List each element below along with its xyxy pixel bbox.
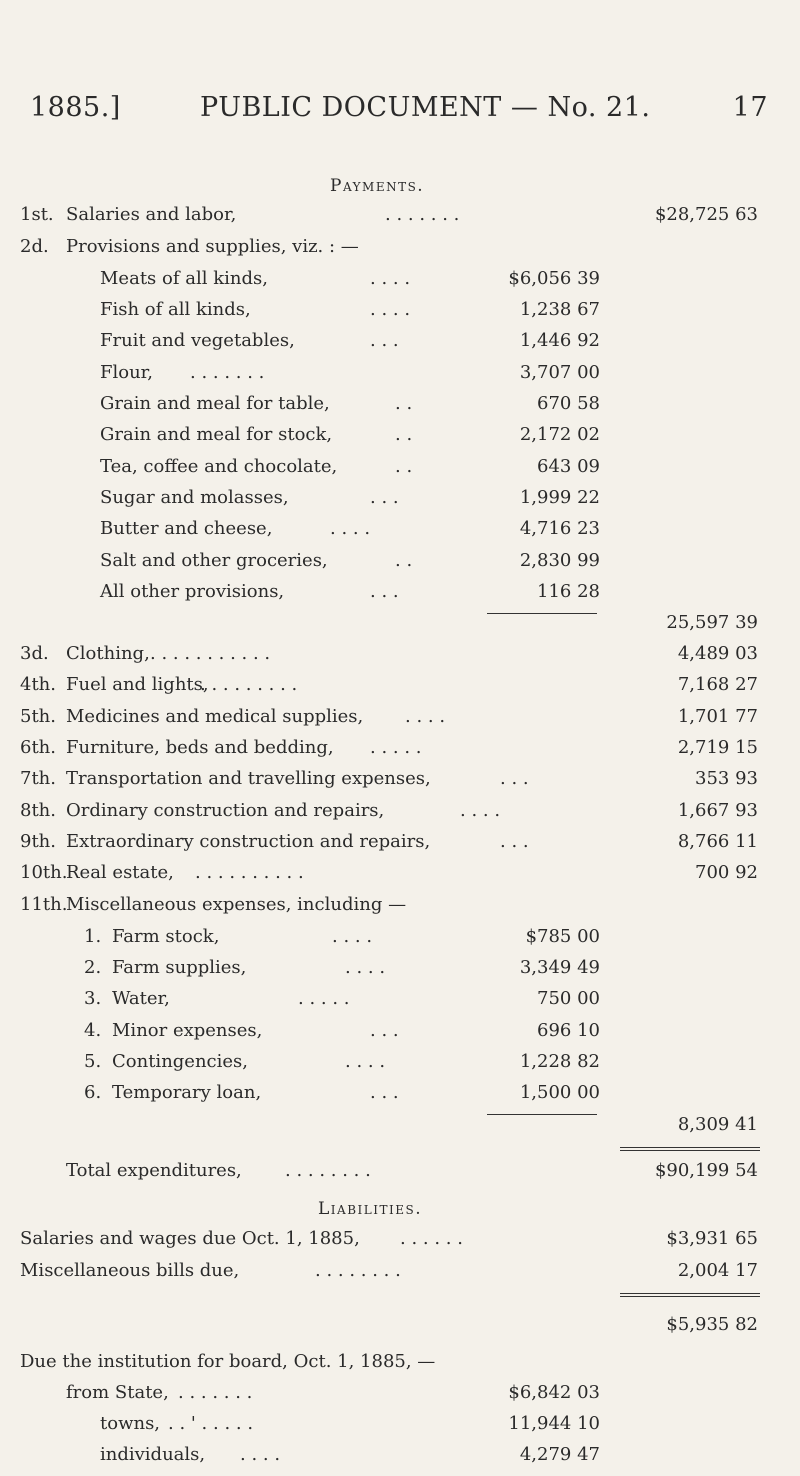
provisions-subtotal-rule <box>487 613 597 614</box>
total-rule-top-2 <box>620 1150 760 1151</box>
asset-amount: $6,842 03 <box>508 1382 600 1403</box>
provision-dots: . . . . <box>370 268 411 289</box>
provision-label: Sugar and molasses, <box>100 487 289 508</box>
misc-dots: . . . . <box>345 957 386 978</box>
category-num: 9th. <box>20 831 56 852</box>
category-total: 8,766 11 <box>677 831 758 852</box>
category-label: Miscellaneous expenses, including — <box>66 894 407 915</box>
liabilities-rule-2 <box>620 1296 760 1297</box>
misc-dots: . . . <box>370 1020 399 1041</box>
provision-amount: 1,238 67 <box>519 299 600 320</box>
liabilities-title: Liabilities. <box>318 1199 423 1219</box>
provision-dots: . . <box>395 393 413 414</box>
misc-label: Contingencies, <box>112 1051 249 1072</box>
asset-label: towns, <box>100 1413 161 1434</box>
provision-amount: 643 09 <box>537 456 600 477</box>
category-total: 2,719 15 <box>677 737 758 758</box>
treasurer-label <box>20 1462 38 1463</box>
category-label: Furniture, beds and bedding, <box>66 737 334 758</box>
provision-dots: . . . <box>370 330 399 351</box>
row-1-total: $28,725 63 <box>654 204 758 225</box>
misc-num: 6. <box>84 1082 102 1103</box>
category-dots: . . . <box>500 768 529 789</box>
category-label: Medicines and medical supplies, <box>66 706 364 727</box>
treasurer-amount <box>400 1462 404 1463</box>
total-expenditures-label: Total expenditures, <box>66 1160 242 1181</box>
asset-label <box>100 1460 104 1461</box>
misc-amount: 1,500 00 <box>519 1082 600 1103</box>
category-dots: . . . . . . . . . <box>200 674 298 695</box>
row-1-num: 1st. <box>20 204 54 225</box>
category-num: 8th. <box>20 800 56 821</box>
provision-dots: . . <box>395 550 413 571</box>
category-label: Transportation and travelling expenses, <box>66 768 431 789</box>
asset-amount: 4,279 47 <box>519 1444 600 1465</box>
asset-amount <box>300 1460 304 1461</box>
category-label: Extraordinary construction and repairs, <box>66 831 431 852</box>
provision-label: Fruit and vegetables, <box>100 330 295 351</box>
misc-num: 1. <box>84 926 102 947</box>
provisions-total: 25,597 39 <box>666 612 758 633</box>
page-number: 17 <box>732 92 768 123</box>
misc-label: Temporary loan, <box>112 1082 262 1103</box>
row-2-label: Provisions and supplies, viz. : — <box>66 236 359 257</box>
misc-label: Farm supplies, <box>112 957 247 978</box>
provision-amount: 1,999 22 <box>519 487 600 508</box>
header-title: PUBLIC DOCUMENT — No. 21. <box>200 92 651 123</box>
misc-amount: $785 00 <box>525 926 600 947</box>
category-num: 6th. <box>20 737 56 758</box>
category-total: 1,667 93 <box>677 800 758 821</box>
provision-dots: . . . . <box>330 518 371 539</box>
category-num: 3d. <box>20 643 49 664</box>
misc-dots: . . . . <box>332 926 373 947</box>
misc-dots: . . . . . <box>298 988 350 1009</box>
liabilities-total: $5,935 82 <box>666 1314 758 1335</box>
assets-total <box>600 1462 606 1463</box>
asset-amount: 11,944 10 <box>508 1413 600 1434</box>
total-expenditures-dots: . . . . . . . . <box>285 1160 371 1181</box>
category-label: Ordinary construction and repairs, <box>66 800 385 821</box>
misc-total: 8,309 41 <box>677 1114 758 1135</box>
category-total: 7,168 27 <box>677 674 758 695</box>
provision-amount: 2,172 02 <box>519 424 600 445</box>
payments-title: Payments. <box>330 176 425 196</box>
liability-amount: $3,931 65 <box>666 1228 758 1249</box>
asset-dots <box>200 1460 204 1461</box>
misc-label: Water, <box>112 988 170 1009</box>
provision-label: Tea, coffee and chocolate, <box>100 456 338 477</box>
row-1-label: Salaries and labor, <box>66 204 237 225</box>
misc-label: Farm stock, <box>112 926 220 947</box>
provision-dots: . . . <box>370 487 399 508</box>
category-total: 353 93 <box>695 768 758 789</box>
provision-amount: 670 58 <box>537 393 600 414</box>
provision-amount: 4,716 23 <box>519 518 600 539</box>
provision-label: Grain and meal for stock, <box>100 424 333 445</box>
category-dots: . . . . . <box>370 737 422 758</box>
category-label: Real estate, <box>66 862 174 883</box>
provision-dots: . . <box>395 424 413 445</box>
provision-label: Butter and cheese, <box>100 518 273 539</box>
category-dots: . . . . <box>460 800 501 821</box>
misc-subtotal-rule <box>487 1114 597 1115</box>
row-1-dots: . . . . . . . <box>385 204 460 225</box>
provision-label: Flour, <box>100 362 154 383</box>
misc-dots: . . . <box>370 1082 399 1103</box>
liability-amount: 2,004 17 <box>677 1260 758 1281</box>
total-rule-top <box>620 1147 760 1148</box>
asset-dots: . . . . <box>240 1444 281 1465</box>
category-dots: . . . . . . . . . . <box>195 862 304 883</box>
category-total: 700 92 <box>695 862 758 883</box>
category-total: 4,489 03 <box>677 643 758 664</box>
provision-amount: 3,707 00 <box>519 362 600 383</box>
liability-dots: . . . . . . <box>400 1228 463 1249</box>
provision-dots: . . . . <box>370 299 411 320</box>
provision-amount: 2,830 99 <box>519 550 600 571</box>
treasurer-dots <box>200 1462 201 1463</box>
misc-num: 2. <box>84 957 102 978</box>
total-expenditures: $90,199 54 <box>654 1160 758 1181</box>
provision-label: All other provisions, <box>100 581 285 602</box>
category-label: Clothing, <box>66 643 150 664</box>
category-dots: . . . . . . . . . . . <box>150 643 271 664</box>
provision-amount: 1,446 92 <box>519 330 600 351</box>
header-year: 1885.] <box>30 92 121 123</box>
asset-dots: . . ' . . . . . <box>168 1413 254 1434</box>
misc-num: 5. <box>84 1051 102 1072</box>
category-num: 11th. <box>20 894 68 915</box>
provision-amount: 116 28 <box>537 581 600 602</box>
assets-intro: Due the institution for board, Oct. 1, 1885, — <box>20 1351 436 1372</box>
category-num: 7th. <box>20 768 56 789</box>
row-2-num: 2d. <box>20 236 49 257</box>
category-num: 5th. <box>20 706 56 727</box>
misc-dots: . . . . <box>345 1051 386 1072</box>
provision-amount: $6,056 39 <box>508 268 600 289</box>
misc-amount: 750 00 <box>537 988 600 1009</box>
misc-amount: 3,349 49 <box>519 957 600 978</box>
category-num: 4th. <box>20 674 56 695</box>
provision-label: Meats of all kinds, <box>100 268 268 289</box>
provision-dots: . . . . . . . <box>190 362 265 383</box>
category-dots: . . . <box>500 831 529 852</box>
category-dots: . . . . <box>405 706 446 727</box>
provision-dots: . . <box>395 456 413 477</box>
misc-label: Minor expenses, <box>112 1020 263 1041</box>
asset-label: individuals, <box>100 1444 206 1465</box>
provision-label: Grain and meal for table, <box>100 393 330 414</box>
category-total: 1,701 77 <box>677 706 758 727</box>
liabilities-rule <box>620 1293 760 1294</box>
liability-label: Miscellaneous bills due, <box>20 1260 240 1281</box>
liability-label: Salaries and wages due Oct. 1, 1885, <box>20 1228 360 1249</box>
category-num: 10th. <box>20 862 68 883</box>
misc-amount: 1,228 82 <box>519 1051 600 1072</box>
provision-label: Fish of all kinds, <box>100 299 251 320</box>
provision-label: Salt and other groceries, <box>100 550 328 571</box>
misc-num: 3. <box>84 988 102 1009</box>
liability-dots: . . . . . . . . <box>315 1260 401 1281</box>
provision-dots: . . . <box>370 581 399 602</box>
asset-dots: . . . . . . . <box>178 1382 253 1403</box>
asset-label: from State, <box>66 1382 169 1403</box>
misc-num: 4. <box>84 1020 102 1041</box>
category-label: Fuel and lights, <box>66 674 209 695</box>
misc-amount: 696 10 <box>537 1020 600 1041</box>
